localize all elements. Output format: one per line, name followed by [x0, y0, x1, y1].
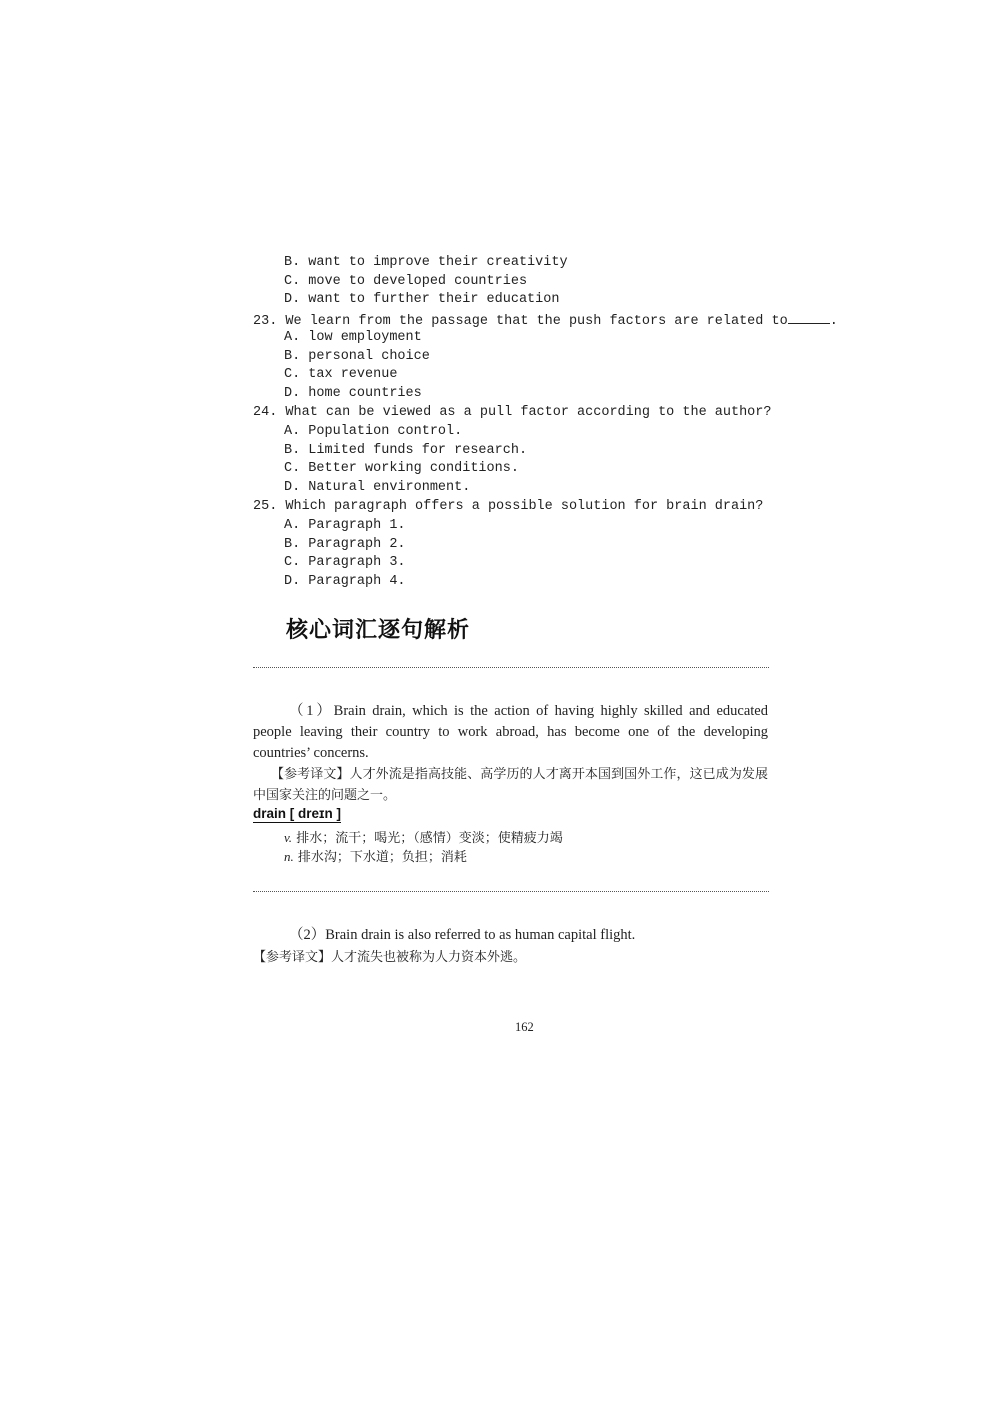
q22-option-d: D. want to further their education — [284, 292, 560, 307]
page-number: 162 — [515, 1020, 534, 1034]
question-24-stem: 24. What can be viewed as a pull factor according to the author? — [253, 405, 772, 420]
question-23-stem — [253, 312, 838, 329]
question-25-stem: 25. Which paragraph offers a possible solution for brain drain? — [253, 499, 764, 514]
q25-option-b: B. Paragraph 2. — [284, 537, 406, 552]
vocab-headword: drain [ dreɪn ] — [253, 806, 341, 821]
q23-option-d: D. home countries — [284, 386, 422, 401]
q23-option-b: B. personal choice — [284, 349, 430, 364]
q24-option-c: C. Better working conditions. — [284, 461, 519, 476]
q24-option-d: D. Natural environment. — [284, 480, 471, 495]
sentence-2-text: （2）Brain drain is also referred to as human capital flight. — [289, 927, 636, 943]
vocab-def-verb — [284, 827, 563, 846]
q24-option-a: A. Population control. — [284, 424, 463, 439]
sentence-1-text: （1）Brain drain, which is the action of having highly skilled and educated people leaving their country to work abroad, has become one of the developing countries’ concerns. — [253, 703, 768, 761]
q23-option-a: A. low employment — [284, 330, 422, 345]
section-divider — [253, 667, 769, 668]
q23-option-c: C. tax revenue — [284, 367, 398, 382]
section-divider — [253, 891, 769, 892]
section-title: 核心词汇逐句解析 — [286, 618, 471, 643]
question-23-stem-text: 23. We learn from the passage that the push factors are related to — [253, 314, 788, 329]
definition-text: 排水沟；下水道；负担；消耗 — [297, 850, 467, 865]
sentence-1-translation: 【参考译文】人才外流是指高技能、高学历的人才离开本国到国外工作，这已成为发展中国家关注的问题之一。 — [253, 767, 768, 803]
part-of-speech: n. — [284, 849, 294, 864]
q24-option-b: B. Limited funds for research. — [284, 443, 528, 458]
q22-option-b: B. want to improve their creativity — [284, 255, 568, 270]
q25-option-c: C. Paragraph 3. — [284, 555, 406, 570]
answer-blank — [788, 312, 830, 324]
q25-option-d: D. Paragraph 4. — [284, 574, 406, 589]
q25-option-a: A. Paragraph 1. — [284, 518, 406, 533]
vocab-def-noun — [284, 846, 467, 865]
question-23-stem-end: . — [829, 314, 838, 329]
q22-option-c: C. move to developed countries — [284, 274, 528, 289]
part-of-speech: v. — [284, 830, 293, 845]
sentence-2-translation: 【参考译文】人才流失也被称为人力资本外逃。 — [253, 950, 527, 965]
definition-text: 排水；流干；喝光；（感情）变淡；使精疲力竭 — [296, 831, 563, 846]
